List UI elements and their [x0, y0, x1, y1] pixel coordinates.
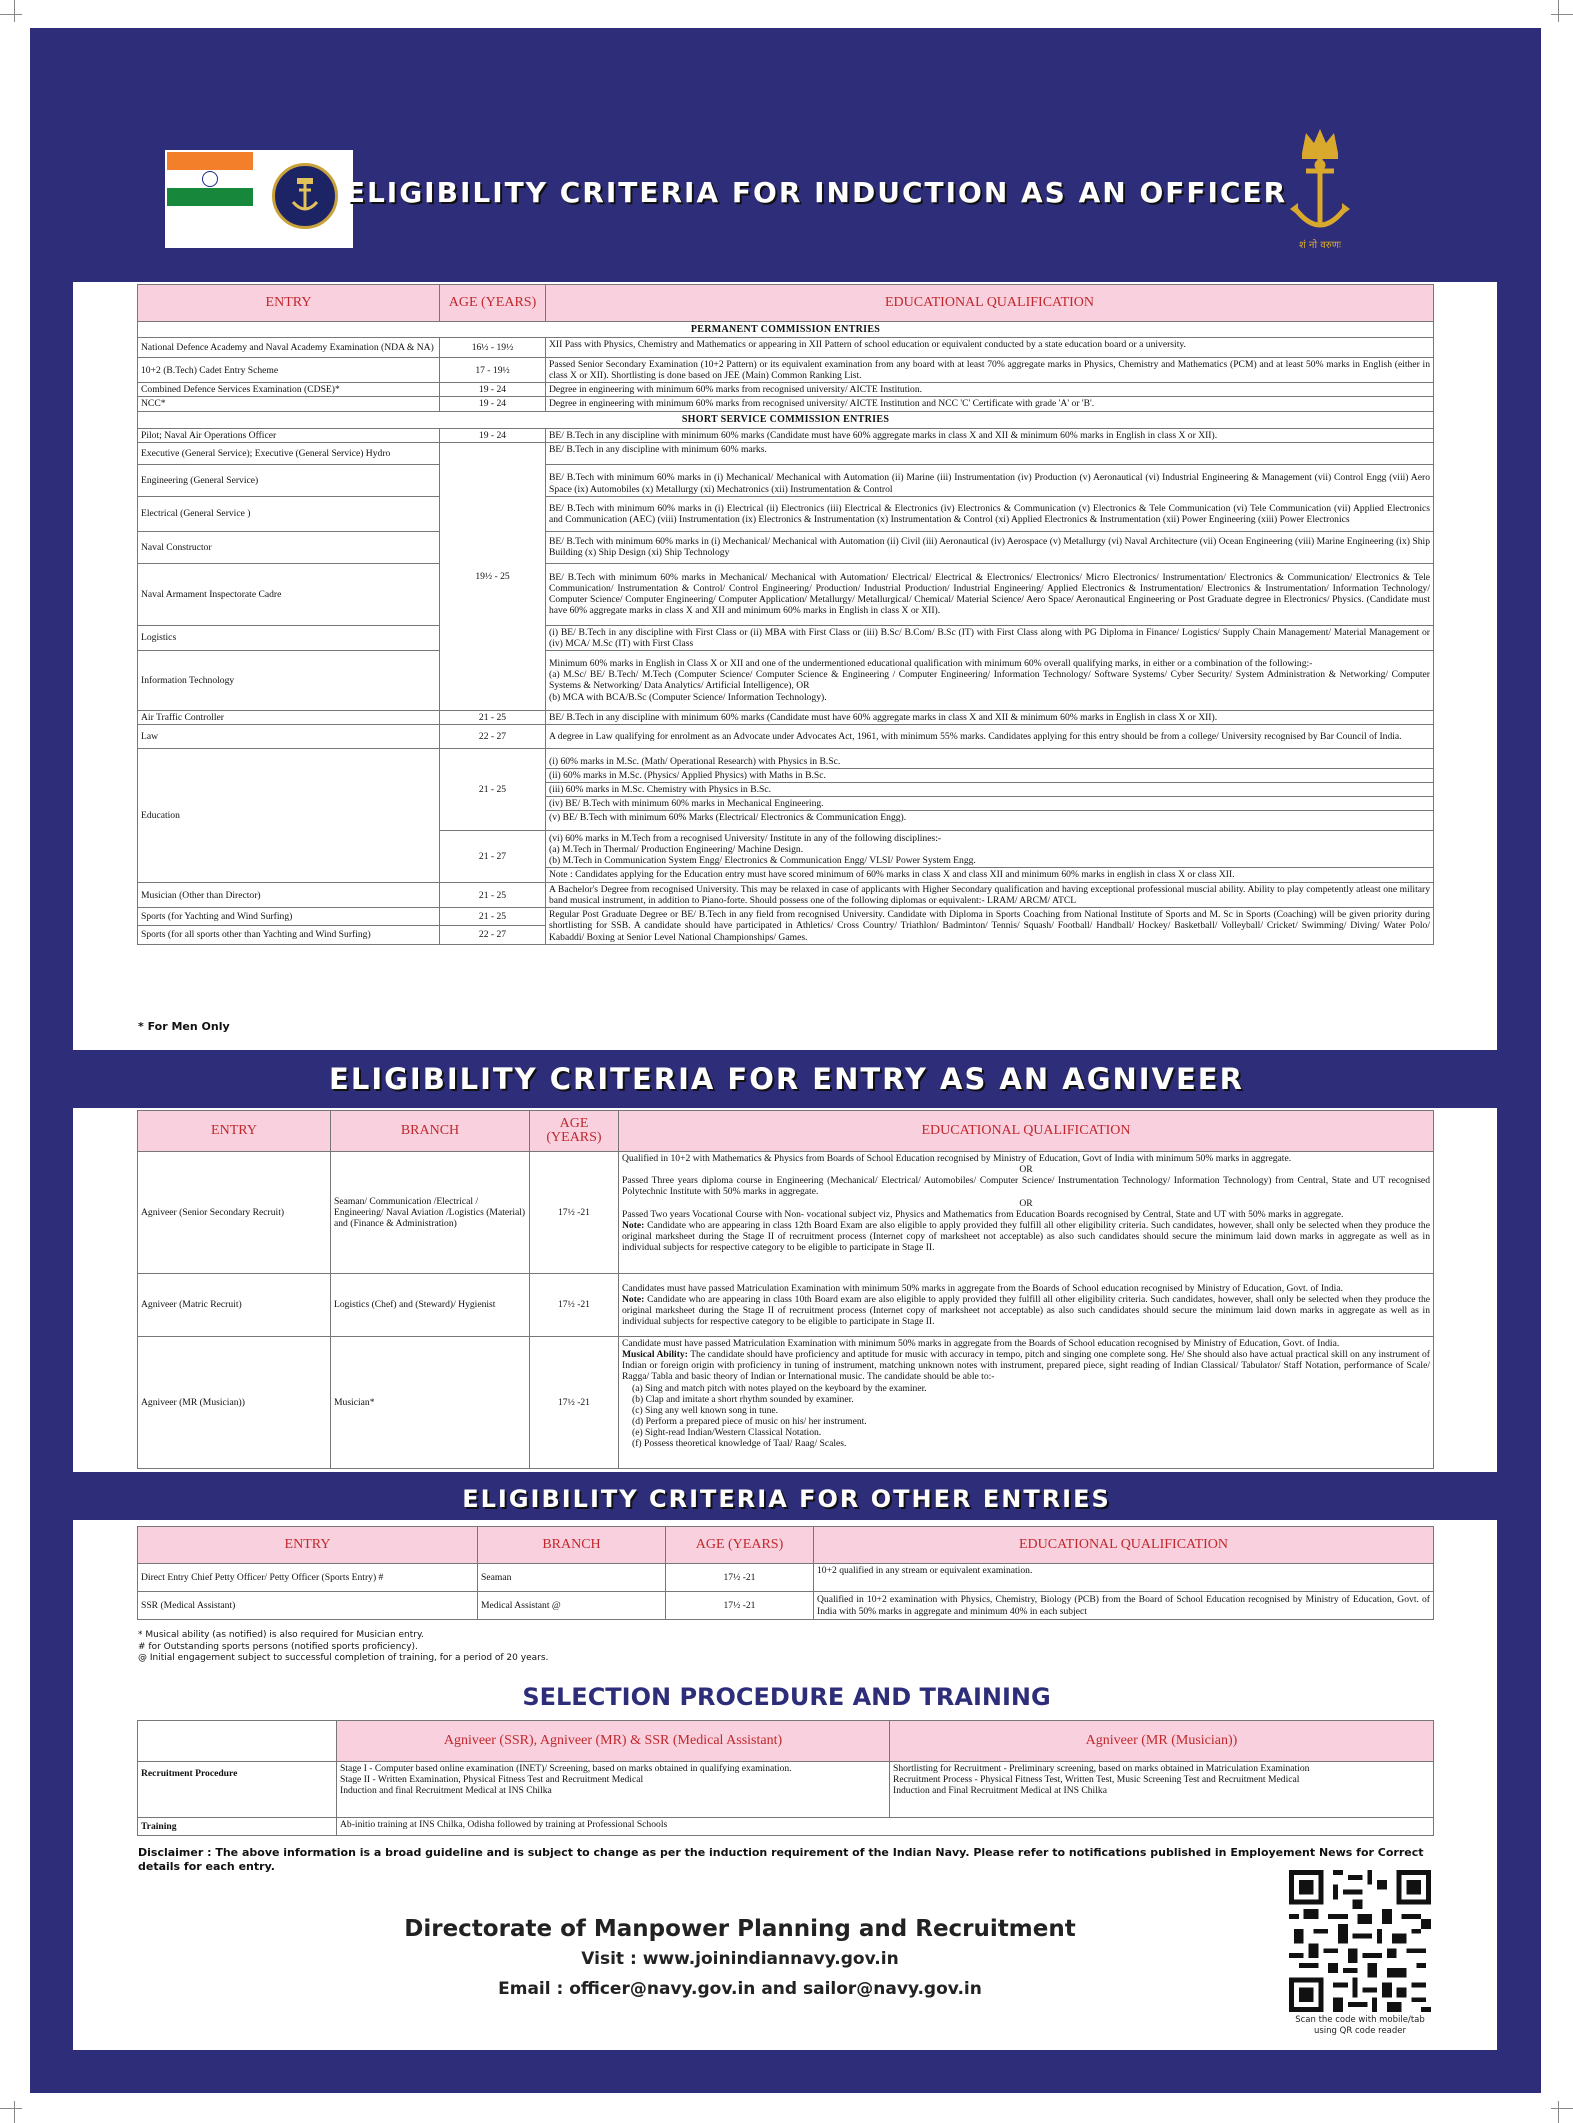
table-row	[138, 1592, 1434, 1620]
other-title: ELIGIBILITY CRITERIA FOR OTHER ENTRIES	[462, 1485, 1111, 1513]
qual-line: Candidate must have passed Matriculation Examination with minimum 50% marks in aggregate from the Boards of School education recognised by Ministry of Education, Govt. of India.	[622, 1338, 1340, 1349]
col-header-qualification: EDUCATIONAL QUALIFICATION	[546, 285, 1434, 322]
qr-caption: Scan the code with mobile/tab using QR code reader	[1295, 2015, 1425, 2036]
qual-line: (i) 60% marks in M.Sc. (Math/ Operational Research) with Physics in B.Sc.	[546, 755, 1433, 769]
table-row	[138, 650, 1434, 710]
qual-line: (b) MCA with BCA/B.Sc (Computer Science/ Information Technology).	[549, 691, 827, 703]
entry-cell: National Defence Academy and Naval Academy Examination (NDA & NA)	[138, 338, 440, 358]
list-item: (f) Possess theoretical knowledge of Taal/ Raag/ Scales.	[632, 1438, 847, 1450]
table-row	[138, 710, 1434, 724]
footnote-line: * Musical ability (as notified) is also required for Musician entry.	[138, 1630, 424, 1640]
table-row	[138, 442, 1434, 464]
education-note: Note : Candidates applying for the Education entry must have scored minimum of 60% marks in class X and class XII and minimum 60% marks in english in class X or class XII.	[549, 869, 1235, 881]
procedure-line: Recruitment Process - Physical Fitness Test, Written Test, Music Screening Test and Recruitment Medical	[893, 1774, 1300, 1786]
entry-cell: Agniveer (Matric Recruit)	[138, 1274, 331, 1337]
age-cell: 19 - 24	[440, 397, 546, 411]
table-row	[138, 1762, 1434, 1818]
table-row	[138, 358, 1434, 383]
col-header-ssr: Agniveer (SSR), Agniveer (MR) & SSR (Medical Assistant)	[337, 1721, 890, 1762]
qual-line: (ii) 60% marks in M.Sc. (Physics/ Applied Physics) with Maths in B.Sc.	[546, 769, 1433, 783]
entry-cell: Sports (for Yachting and Wind Surfing)	[138, 908, 440, 926]
qual-cell: BE/ B.Tech in any discipline with minimum 60% marks.	[546, 442, 1434, 464]
note-label: Note:	[622, 1293, 645, 1305]
entry-cell: Engineering (General Service)	[138, 464, 440, 496]
footer-email: Email : officer@navy.gov.in and sailor@navy.gov.in	[498, 1979, 982, 1999]
men-only-footnote: * For Men Only	[138, 1020, 230, 1033]
qual-cell: Degree in engineering with minimum 60% marks from recognised university/ AICTE Institution.	[546, 383, 1434, 397]
qual-line: Passed Two years Vocational Course with Non- vocational subject viz, Physics and Mathematics from Education Boards recognised by Central, State and UT with 50% marks in aggregate.	[622, 1208, 1344, 1220]
qual-cell	[546, 650, 1434, 710]
list-item: (e) Sight-read Indian/Western Classical Notation.	[632, 1427, 822, 1438]
disclaimer: Disclaimer : The above information is a broad guideline and is subject to change as per the induction requirement of the Indian Navy. Please refer to notifications published in Employement News for Correct details for each entry.	[138, 1846, 1424, 1874]
entry-cell: Pilot; Naval Air Operations Officer	[138, 428, 440, 442]
table-row	[138, 563, 1434, 625]
entry-cell: Sports (for all sports other than Yachting and Wind Surfing)	[138, 926, 440, 944]
entry-cell: SSR (Medical Assistant)	[138, 1592, 478, 1620]
col-header-entry: ENTRY	[138, 1111, 331, 1152]
entry-cell: Logistics	[138, 625, 440, 650]
branch-cell: Medical Assistant @	[478, 1592, 666, 1620]
age-cell: 17½ -21	[666, 1592, 814, 1620]
row-label: Training	[138, 1818, 337, 1836]
qual-line: (a) M.Tech in Thermal/ Production Engineering/ Machine Design.	[549, 843, 804, 855]
qual-cell: Passed Senior Secondary Examination (10+2 Pattern) or its equivalent examination from any board with at least 70% aggregate marks in Physics, Chemistry and Mathematics (PCM) and at least 50% marks in English (either in class X or XII). Shortlisting is done based on JEE (Main) Common Ranking List.	[546, 358, 1434, 383]
other-footnotes	[138, 1630, 548, 1665]
col-header-age: AGE (YEARS)	[666, 1527, 814, 1564]
col-header-entry: ENTRY	[138, 1527, 478, 1564]
procedure-line: Stage I - Computer based online examination (INET)/ Screening, based on marks obtained in qualifying examination.	[340, 1763, 792, 1774]
entry-cell: Air Traffic Controller	[138, 710, 440, 724]
entry-cell: Executive (General Service); Executive (General Service) Hydro	[138, 442, 440, 464]
qual-line: (b) M.Tech in Communication System Engg/ Electronics & Communication Engg/ VLSI/ Power System Engg.	[549, 855, 976, 866]
or-separator: OR	[1019, 1164, 1033, 1176]
table-row	[138, 625, 1434, 650]
qual-line: Minimum 60% marks in English in Class X or XII and one of the undermentioned educational qualification with minimum 60% overall qualifying marks, in either or a combination of the following:-	[549, 658, 1313, 670]
age-cell: 17½ -21	[530, 1274, 619, 1337]
note-text: Candidate who are appearing in class 10th Board exam are also eligible to apply provided they fulfill all other eligibility criteria. Such candidates, however, shall only be selected when they produce the original marksheet during the Stage II of recruitment process (Internet copy of marksheet not acceptable) as also such candidates should secure the minimum laid down marks in aggregate as well as in individual subjects for respective category to be eligible to participate in Stage II.	[622, 1293, 1430, 1328]
list-item: (b) Clap and imitate a short rhythm sounded by examiner.	[632, 1393, 854, 1405]
entry-cell: Combined Defence Services Examination (CDSE)*	[138, 383, 440, 397]
table-row	[138, 908, 1434, 926]
qr-code-icon[interactable]	[1289, 1870, 1431, 2012]
qual-line: (iii) 60% marks in M.Sc. Chemistry with Physics in B.Sc.	[546, 783, 1433, 797]
entry-cell: Musician (Other than Director)	[138, 883, 440, 908]
procedure-line: Induction and final Recruitment Medical at INS Chilka	[340, 1785, 552, 1797]
table-row	[138, 428, 1434, 442]
qual-cell: BE/ B.Tech with minimum 60% marks in (i) Electrical (ii) Electronics (iii) Electrical & Electronics (iv) Electronics & Communication (v) Electronics & Tele Communication (vi) Tele Communication (vii) Applied Electronics and Communication (AEC) (viii) Instrumentation (ix) Electronics & Instrumentation (x) Instrumentation & Control (xi) Applied Electronics & Instrumentation (xii) Power Engineering (xiii) Power Electronics	[546, 496, 1434, 531]
footer-org: Directorate of Manpower Planning and Recruitment	[404, 1916, 1076, 1942]
qual-line: Qualified in 10+2 with Mathematics & Physics from Boards of School Education recognised by Ministry of Education, Govt of India with minimum 50% marks in aggregate.	[622, 1153, 1292, 1164]
age-cell: 21 - 25	[440, 883, 546, 908]
age-cell: 17½ -21	[530, 1337, 619, 1469]
table-row	[138, 397, 1434, 411]
table-row	[138, 1152, 1434, 1274]
row-label: Recruitment Procedure	[138, 1762, 337, 1818]
qual-note	[622, 1294, 1430, 1327]
entry-cell: Naval Constructor	[138, 531, 440, 563]
qual-cell	[619, 1337, 1434, 1469]
qual-note	[622, 1349, 1430, 1382]
pc-heading: PERMANENT COMMISSION ENTRIES	[138, 322, 1434, 338]
qual-cell: (i) BE/ B.Tech in any discipline with First Class or (ii) MBA with First Class or (iii) B.Sc/ B.Com/ B.Sc (IT) with First Class along with PG Diploma in Finance/ Logistics/ Supply Chain Management/ Material Management or (iv) MCA/ M.Sc (IT) with First Class	[546, 625, 1434, 650]
footer-visit: Visit : www.joinindiannavy.gov.in	[581, 1949, 899, 1969]
branch-cell: Musician*	[331, 1337, 530, 1469]
age-cell: 22 - 27	[440, 926, 546, 944]
age-cell: 17½ -21	[666, 1564, 814, 1592]
qual-cell: BE/ B.Tech in any discipline with minimum 60% marks (Candidate must have 60% aggregate marks in class X and XII & minimum 60% marks in English in class X or XII).	[546, 710, 1434, 724]
qual-cell: 10+2 qualified in any stream or equivalent examination.	[814, 1564, 1434, 1592]
agniveer-table	[137, 1110, 1434, 1469]
qual-note	[622, 1220, 1430, 1253]
ability-list	[622, 1383, 1430, 1450]
col-header-entry: ENTRY	[138, 285, 440, 322]
table-row	[138, 883, 1434, 908]
qual-cell: A Bachelor's Degree from recognised University. This may be relaxed in case of applicants with Higher Secondary qualification and having exceptional professional muscial ability. Ability to play competently atleast one military band musical instrument, in addition to Piano-forte. Should possess one of the following diplomas or equivalent:- LRAM/ ARCM/ ATCL	[546, 883, 1434, 908]
entry-cell: Law	[138, 725, 440, 749]
note-text: The candidate should have proficiency and aptitude for music with accuracy in tempo, pitch and singing one complete song. He/ She should also have actual practical skill on any instrument of Indian or foreign origin with proficiency in tuning of instrument, matching unknown notes with instrument, prepared piece, sight reading of Indian Classical/ Tabulator/ Staff Notation, performance of Scale/ Ragga/ Tabla and basic theory of Indian or International music. The candidate should be able to:-	[622, 1349, 1430, 1383]
age-cell: 16½ - 19½	[440, 338, 546, 358]
age-cell: 17 - 19½	[440, 358, 546, 383]
navy-crest-icon	[1280, 125, 1360, 255]
entry-cell: Information Technology	[138, 650, 440, 710]
qual-line: Passed Three years diploma course in Engineering (Mechanical/ Electrical/ Automobiles/ Computer Science/ Instrumentation Technology/ Information Technology) from Central, State and UT recognised Polytechnic Institute with 50% marks in aggregate.	[622, 1175, 1430, 1198]
qual-cell: BE/ B.Tech with minimum 60% marks in (i) Mechanical/ Mechanical with Automation (ii) Marine (iii) Instrumentation (iv) Production (v) Aeronautical (vi) Industrial Engineering & Management (vii) Control Engg (viii) Aero Space (ix) Automobiles (x) Metallurgy (xi) Mechatronics (xii) Instrumentation & Control	[546, 464, 1434, 496]
age-cell: 19 - 24	[440, 383, 546, 397]
col-header-age: AGE (YEARS)	[440, 285, 546, 322]
qual-cell: Qualified in 10+2 examination with Physics, Chemistry, Biology (PCB) from the Board of School Education recognised by Ministry of Education, Govt. of India with 50% marks in aggregate and minimum 40% in each subject	[814, 1592, 1434, 1620]
table-row	[138, 531, 1434, 563]
age-cell: 17½ -21	[530, 1152, 619, 1274]
qual-cell: A degree in Law qualifying for enrolment as an Advocate under Advocates Act, 1961, with minimum 55% marks. Candidates applying for this entry should be from a college/ University recognised by Bar Council of India.	[546, 725, 1434, 749]
entry-cell: Naval Armament Inspectorate Cadre	[138, 563, 440, 625]
entry-cell: Electrical (General Service )	[138, 496, 440, 531]
table-row	[138, 1274, 1434, 1337]
qual-line: (a) M.Sc/ BE/ B.Tech/ M.Tech (Computer Science/ Computer Science & Engineering / Computer Engineering/ Information Technology/ Software Systems/ Cyber Security/ System Administration & Networking/ Computer Systems & Networking/ Data Analytics/ Artificial Intelligence), OR	[549, 669, 1430, 692]
age-cell: 21 - 25	[440, 749, 546, 831]
qual-cell: BE/ B.Tech with minimum 60% marks in (i) Mechanical/ Mechanical with Automation (ii) Civil (iii) Aeronautical (iv) Aerospace (v) Metallurgy (vi) Naval Architecture (vii) Ocean Engineering (viii) Marine Engineering (ix) Ship Building (x) Ship Design (xi) Ship Technology	[546, 531, 1434, 563]
qual-cell	[619, 1152, 1434, 1274]
col-header-branch: BRANCH	[478, 1527, 666, 1564]
col-header-branch: BRANCH	[331, 1111, 530, 1152]
training-cell: Ab-initio training at INS Chilka, Odisha followed by training at Professional Schools	[337, 1818, 1434, 1836]
agniveer-title: ELIGIBILITY CRITERIA FOR ENTRY AS AN AGNIVEER	[329, 1062, 1244, 1096]
table-row	[138, 1337, 1434, 1469]
col-header-qualification: EDUCATIONAL QUALIFICATION	[814, 1527, 1434, 1564]
age-cell: 21 - 27	[440, 831, 546, 883]
qual-cell: BE/ B.Tech with minimum 60% marks in Mechanical/ Mechanical with Automation/ Electrical/ Electrical & Electronics/ Electronics/ Micro Electronics/ Instrumentation/ Electronics & Communication/ Electronics & Tele Communication/ Instrumentation & Control/ Control Engineering/ Production/ Industrial Production/ Industrial Engineering/ Applied Electronics & Instrumentation/ Electronics & Instrumentation/ Information Technology/ Computer Science/ Computer Engineering/ Computer Application/ Metallurgy/ Metallurgical/ Chemical/ Material Science/ Aero Space/ Aeronautical Engineering or Post Graduate degree in Electronics/ Physics. (Candidate must have 60% aggregate marks in class X and XII and minimum 60% marks in English in class X or XII).	[546, 563, 1434, 625]
ssc-heading: SHORT SERVICE COMMISSION ENTRIES	[138, 411, 1434, 428]
branch-cell: Seaman	[478, 1564, 666, 1592]
table-row	[138, 496, 1434, 531]
table-row	[138, 725, 1434, 749]
age-cell: 22 - 27	[440, 725, 546, 749]
note-text: Candidate who are appearing in class 12th Board Exam are also eligible to apply provided they fulfill all other eligibility criteria. Such candidates, however, shall only be selected when they produce the original marksheet during the Stage II of recruitment process (Internet copy of marksheet not acceptable) as also such candidates should secure the minimum laid down marks in aggregate as well as in individual subjects for respective category to be eligible to participate in Stage II.	[622, 1219, 1430, 1253]
qual-line: Candidates must have passed Matriculation Examination with minimum 50% marks in aggregate from the Boards of School education recognised by Ministry of Education, Govt. of India.	[622, 1282, 1343, 1294]
age-cell: 19 - 24	[440, 428, 546, 442]
other-table	[137, 1526, 1434, 1620]
list-item: (d) Perform a prepared piece of music on his/ her instrument.	[632, 1415, 867, 1427]
officer-table	[137, 284, 1434, 945]
note-label: Note:	[622, 1219, 645, 1231]
qual-cell: Degree in engineering with minimum 60% marks from recognised university/ AICTE Institution and NCC 'C' Certificate with grade 'A' or 'B'.	[546, 397, 1434, 411]
qual-cell: Regular Post Graduate Degree or BE/ B.Tech in any field from recognised University. Candidate with Diploma in Sports Coaching from National Institute of Sports and M. Sc in Sports (Coaching) will be given priority during shortlisting for SSB. A candidate should have participated in Athletics/ Cross Country/ Triathlon/ Badminton/ Tennis/ Squash/ Football/ Handball/ Hockey/ Basketball/ Volleyball/ Cricket/ Swimming/ Diving/ Water Polo/ Kabaddi/ Boxing at Senior Level National Championships/ Games.	[546, 908, 1434, 944]
blank-cell	[138, 1721, 337, 1762]
procedure-line: Stage II - Written Examination, Physical Fitness Test and Recruitment Medical	[340, 1774, 644, 1786]
table-row	[138, 338, 1434, 358]
table-row	[138, 749, 1434, 831]
officer-title: ELIGIBILITY CRITERIA FOR INDUCTION AS AN OFFICER	[345, 176, 1288, 209]
entry-cell: NCC*	[138, 397, 440, 411]
table-row	[138, 1564, 1434, 1592]
procedure-cell	[337, 1762, 890, 1818]
col-header-age: AGE (YEARS)	[530, 1111, 619, 1152]
entry-cell: 10+2 (B.Tech) Cadet Entry Scheme	[138, 358, 440, 383]
note-label: Musical Ability:	[622, 1349, 688, 1361]
col-header-musician: Agniveer (MR (Musician))	[890, 1721, 1434, 1762]
entry-cell: Direct Entry Chief Petty Officer/ Petty Officer (Sports Entry) #	[138, 1564, 478, 1592]
footnote-line: # for Outstanding sports persons (notified sports proficiency).	[138, 1641, 418, 1652]
procedure-line: Shortlisting for Recruitment - Preliminary screening, based on marks obtained in Matriculation Examination	[893, 1763, 1310, 1774]
footnote-line: @ Initial engagement subject to successful completion of training, for a period of 20 years.	[138, 1653, 549, 1664]
entry-cell: Education	[138, 749, 440, 883]
qual-cell	[619, 1274, 1434, 1337]
table-row	[138, 1818, 1434, 1836]
procedure-cell	[890, 1762, 1434, 1818]
age-cell: 21 - 25	[440, 908, 546, 926]
qual-line: (vi) 60% marks in M.Tech from a recognised University/ Institute in any of the following disciplines:-	[549, 832, 942, 844]
age-cell: 21 - 25	[440, 710, 546, 724]
qual-cell: BE/ B.Tech in any discipline with minimum 60% marks (Candidate must have 60% aggregate marks in class X and XII & minimum 60% marks in English in class X or XII).	[546, 428, 1434, 442]
table-row	[138, 464, 1434, 496]
procedure-line: Induction and Final Recruitment Medical at INS Chilka	[893, 1785, 1107, 1797]
selection-title: SELECTION PROCEDURE AND TRAINING	[522, 1683, 1051, 1711]
selection-table	[137, 1720, 1434, 1836]
qual-line: (iv) BE/ B.Tech with minimum 60% marks in Mechanical Engineering.	[546, 797, 1433, 811]
table-row	[138, 383, 1434, 397]
branch-cell: Logistics (Chef) and (Steward)/ Hygienist	[331, 1274, 530, 1337]
qual-cell	[546, 831, 1434, 883]
branch-cell: Seaman/ Communication /Electrical / Engineering/ Naval Aviation /Logistics (Material) and (Finance & Administration)	[331, 1152, 530, 1274]
crest-motto: शं नो वरुणः	[1298, 240, 1342, 251]
entry-cell: Agniveer (Senior Secondary Recruit)	[138, 1152, 331, 1274]
col-header-qualification: EDUCATIONAL QUALIFICATION	[619, 1111, 1434, 1152]
entry-cell: Agniveer (MR (Musician))	[138, 1337, 331, 1469]
qual-cell: XII Pass with Physics, Chemistry and Mathematics or appearing in XII Pattern of school education or equivalent conducted by a state education board or a university.	[546, 338, 1434, 358]
qual-line: (v) BE/ B.Tech with minimum 60% Marks (Electrical/ Electronics & Communication Engg).	[549, 812, 907, 824]
list-item: (c) Sing any well known song in tune.	[632, 1404, 779, 1416]
age-cell: 19½ - 25	[440, 442, 546, 710]
qual-cell	[546, 749, 1434, 831]
or-separator: OR	[1019, 1197, 1033, 1209]
list-item: (a) Sing and match pitch with notes played on the keyboard by the examiner.	[632, 1382, 927, 1394]
